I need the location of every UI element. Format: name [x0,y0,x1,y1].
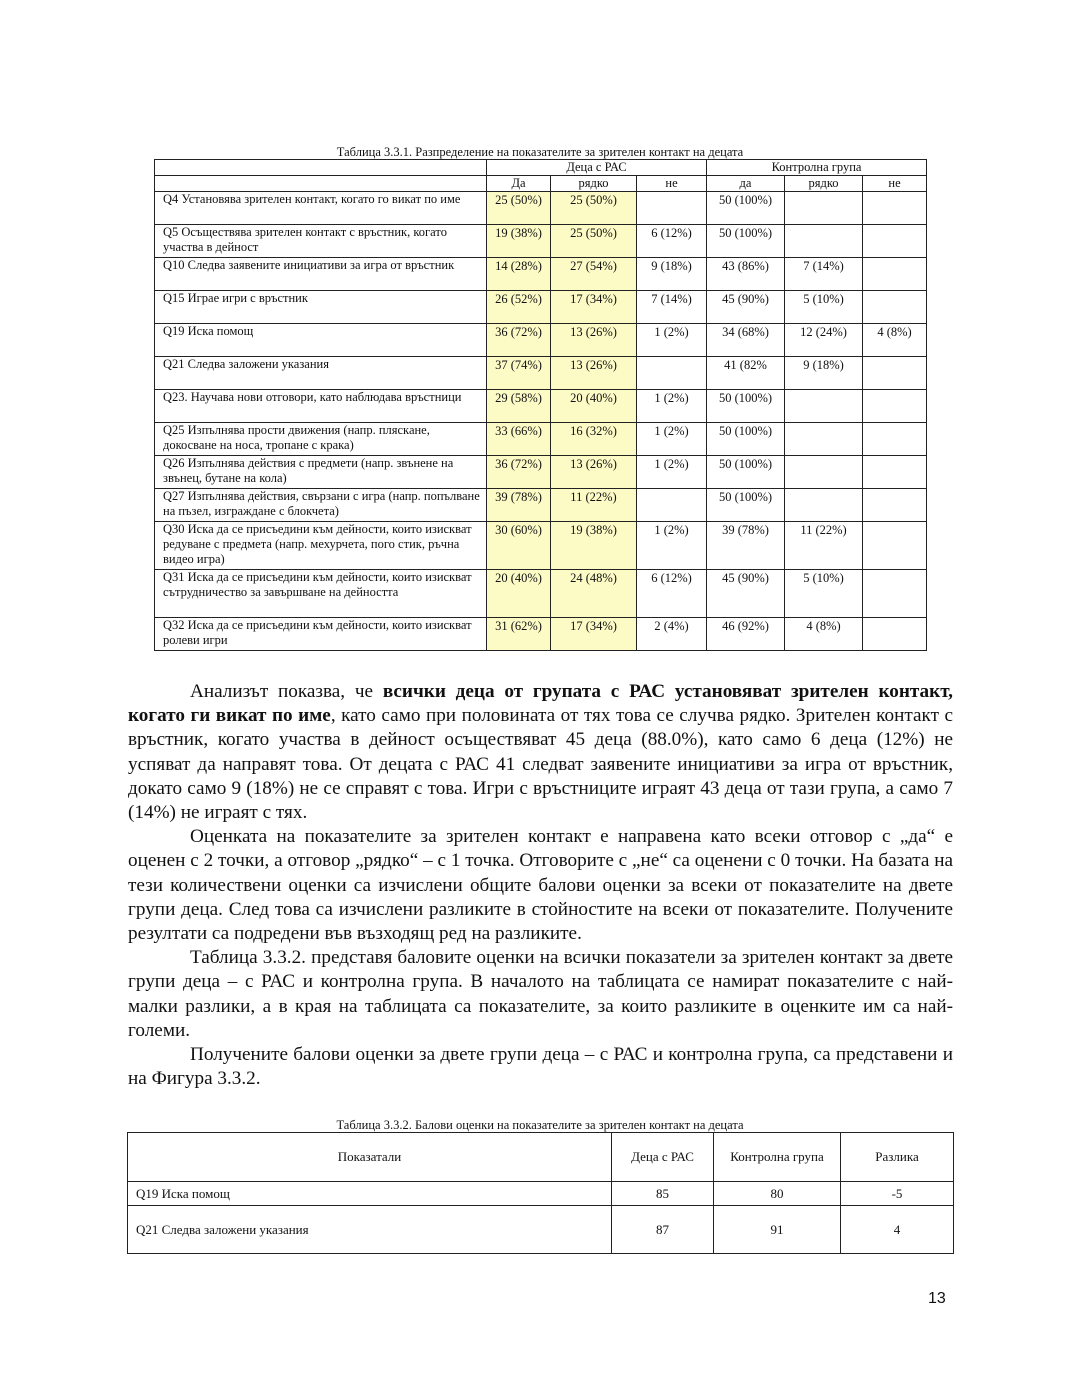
table-cell-ras: 85 [612,1182,714,1206]
paragraph [128,1043,953,1091]
table-cell [863,390,927,423]
row-label: Q27 Изпълнява действия, свързани с игра (напр. попълване на пъзел, изграждане с блокчета) [155,489,487,522]
table-cell [863,357,927,390]
table-cell: 5 (10%) [785,570,863,618]
table-cell: 50 (100%) [707,489,785,522]
table-row [155,291,927,324]
table-cell [637,357,707,390]
table-cell: 1 (2%) [637,324,707,357]
row-label: Q10 Следва заявените инициативи за игра от връстник [155,258,487,291]
row-label: Q25 Изпълнява прости движения (напр. пляскане, докосване на носа, тропане с крака) [155,423,487,456]
paragraph-before: Оценката на показателите за зрителен контакт е направена като всеки отговор с „да“ е оценен с 2 точки, а отговор „рядко“ – с 1 точка. Отговорите с „не“ са оценени с 0 точки. На базата на тези количествени оценки са изчислени общите балови оценки за всеки от показателите на двете групи деца. След това са изчислени разликите в стойностите на всеки от показателите. Получените резултати са подредени във възходящ ред на разликите. [128,826,953,945]
table-cell-label: Q19 Иска помощ [128,1182,612,1206]
header-ras: Деца с РАС [612,1133,714,1182]
table-cell [863,225,927,258]
table-row [155,456,927,489]
table-cell: 13 (26%) [551,456,637,489]
table-cell: 50 (100%) [707,423,785,456]
table-cell [863,570,927,618]
sub-header: Да [487,176,551,192]
table-row [155,357,927,390]
table-cell [637,489,707,522]
table-cell: 37 (74%) [487,357,551,390]
row-label: Q21 Следва заложени указания [155,357,487,390]
table-cell: 24 (48%) [551,570,637,618]
table-cell: 1 (2%) [637,390,707,423]
group-header-ras: Деца с РАС [487,160,707,176]
header-indicators: Показатали [128,1133,612,1182]
paragraph-bold: всички деца от групата с РАС установяват зрителен контакт, когато ги викат по име [128,681,953,727]
table-cell: 2 (4%) [637,618,707,651]
table-cell: 25 (50%) [487,192,551,225]
paragraph [128,825,953,946]
table-cell: 31 (62%) [487,618,551,651]
table-cell [785,489,863,522]
table-row [155,618,927,651]
table-cell: 17 (34%) [551,291,637,324]
table-row [155,390,927,423]
table-cell: 45 (90%) [707,570,785,618]
header-blank [155,160,487,176]
row-label: Q32 Иска да се присъедини към дейности, които изискват ролеви игри [155,618,487,651]
row-label: Q15 Играе игри с връстник [155,291,487,324]
table-row [155,423,927,456]
table-cell: 45 (90%) [707,291,785,324]
table2-caption: Таблица 3.3.2. Балови оценки на показателите за зрителен контакт на децата [336,1118,744,1132]
paragraph-before: Анализът показва, че [190,681,383,702]
table-row [128,1182,954,1206]
table-cell: 50 (100%) [707,390,785,423]
table1-caption: Таблица 3.3.1. Разпределение на показателите за зрителен контакт на децата [336,145,744,159]
table-cell: 5 (10%) [785,291,863,324]
table-cell: 6 (12%) [637,570,707,618]
table-cell: 13 (26%) [551,357,637,390]
table-cell: 29 (58%) [487,390,551,423]
table-row [155,489,927,522]
table-cell: 36 (72%) [487,324,551,357]
table-cell: 33 (66%) [487,423,551,456]
table-cell: 9 (18%) [637,258,707,291]
table-cell: 26 (52%) [487,291,551,324]
table-cell-diff: -5 [841,1182,954,1206]
body-text [128,680,953,1091]
table-cell [785,423,863,456]
table-cell [863,618,927,651]
header-blank [155,176,487,192]
scores-table [127,1132,954,1254]
sub-header: рядко [785,176,863,192]
table-row [128,1206,954,1254]
table-cell-ras: 87 [612,1206,714,1254]
table-cell: 46 (92%) [707,618,785,651]
paragraph [128,946,953,1043]
row-label: Q30 Иска да се присъедини към дейности, които изискват редуване с предмета (напр. мехурчета, пого стик, ръчна видео игра) [155,522,487,570]
paragraph-after: , като само при половината от тях това се случва рядко. Зрителен контакт с връстник, когато участва в дейност осъществяват 45 деца (88.0%), като само 6 деца (12%) не успяват да направят това. От децата с РАС 41 следват заявените инициативи за игра от връстник, докато само 9 (18%) не се справят с това. Игри с връстниците играят 43 деца от тази група, а само 7 (14%) не играят с тях. [128,705,953,824]
paragraph-before: Таблица 3.3.2. представя баловите оценки на всички показатели за зрителен контакт за двете групи деца – с РАС и контролна група. В началото на таблицата се намират показателите с най-малки разлики, а в края на таблицата са показателите, за които разликите в оценките им са най-големи. [128,947,953,1041]
table-cell [785,390,863,423]
table-cell: 39 (78%) [487,489,551,522]
row-label: Q5 Осъществява зрителен контакт с връстник, когато участва в дейност [155,225,487,258]
row-label: Q19 Иска помощ [155,324,487,357]
group-header-control: Контролна група [707,160,927,176]
table-cell: 4 (8%) [785,618,863,651]
table-cell [863,522,927,570]
table-cell: 25 (50%) [551,225,637,258]
table-cell: 34 (68%) [707,324,785,357]
table-cell [863,258,927,291]
sub-header: не [863,176,927,192]
page-number: 13 [928,1290,946,1307]
row-label: Q31 Иска да се присъедини към дейности, които изискват сътрудничество за завършване на дейността [155,570,487,618]
sub-header: рядко [551,176,637,192]
table-cell: 6 (12%) [637,225,707,258]
table-cell: 1 (2%) [637,423,707,456]
table-cell: 1 (2%) [637,522,707,570]
table-cell: 27 (54%) [551,258,637,291]
header-control: Контролна група [714,1133,841,1182]
table-cell: 30 (60%) [487,522,551,570]
table-row [155,324,927,357]
table-cell: 9 (18%) [785,357,863,390]
header-diff: Разлика [841,1133,954,1182]
table-cell: 11 (22%) [785,522,863,570]
table-cell: 50 (100%) [707,225,785,258]
table-cell: 4 (8%) [863,324,927,357]
table-cell: 1 (2%) [637,456,707,489]
table-cell: 11 (22%) [551,489,637,522]
table-cell-control: 91 [714,1206,841,1254]
table-cell [785,192,863,225]
visual-contact-distribution-table [154,159,927,651]
table-cell: 20 (40%) [551,390,637,423]
table-cell [863,291,927,324]
table-cell: 16 (32%) [551,423,637,456]
table-cell [863,489,927,522]
table-cell [637,192,707,225]
table-cell [863,456,927,489]
table-cell [863,192,927,225]
table-row [155,258,927,291]
table-cell: 7 (14%) [637,291,707,324]
row-label: Q4 Установява зрителен контакт, когато го викат по име [155,192,487,225]
table-cell: 13 (26%) [551,324,637,357]
table-cell: 17 (34%) [551,618,637,651]
table-cell: 41 (82% [707,357,785,390]
table-cell: 36 (72%) [487,456,551,489]
paragraph [128,680,953,825]
table-cell: 20 (40%) [487,570,551,618]
table-cell: 25 (50%) [551,192,637,225]
table-cell: 19 (38%) [551,522,637,570]
table-row [155,570,927,618]
table-row [155,192,927,225]
table-cell-label: Q21 Следва заложени указания [128,1206,612,1254]
sub-header: да [707,176,785,192]
table-cell [785,225,863,258]
sub-header: не [637,176,707,192]
table-cell [785,456,863,489]
table-row [155,225,927,258]
table-cell: 50 (100%) [707,456,785,489]
table-cell-control: 80 [714,1182,841,1206]
table-cell: 50 (100%) [707,192,785,225]
table-cell: 39 (78%) [707,522,785,570]
table-cell: 12 (24%) [785,324,863,357]
table-cell-diff: 4 [841,1206,954,1254]
row-label: Q26 Изпълнява действия с предмети (напр. звънене на звънец, бутане на кола) [155,456,487,489]
table-cell: 7 (14%) [785,258,863,291]
table-row [155,522,927,570]
table-cell: 43 (86%) [707,258,785,291]
table-cell: 14 (28%) [487,258,551,291]
table-cell [863,423,927,456]
table-cell: 19 (38%) [487,225,551,258]
paragraph-before: Получените балови оценки за двете групи деца – с РАС и контролна група, са представени и на Фигура 3.3.2. [128,1044,953,1090]
row-label: Q23. Научава нови отговори, като наблюдава връстници [155,390,487,423]
